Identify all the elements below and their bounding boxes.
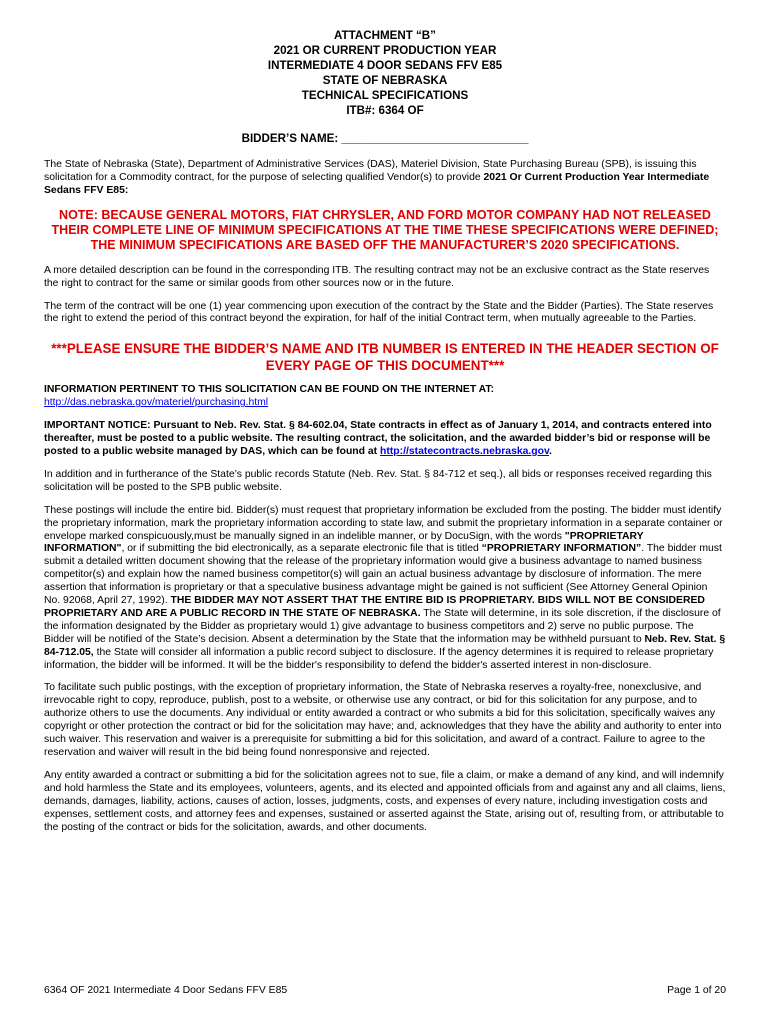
indemnify-paragraph: Any entity awarded a contract or submitting a bid for the solicitation agrees not to sue, file a claim, or make a demand of any kind, and will indemnify and hold harmless the State and its employees, volunteers, agents, and its elected and appointed officials from and against any and all claims, liens, demands, damages, liability, actions, causes of action, losses, judgments, costs, and expenses of every nature, including investigation costs and expenses, settlement costs, and attorney fees and expenses, sustained or asserted against the State, arising out of, resulting from, or attributable to the posting of the contract or bids for the solicitation, awards, and other documents. [44, 769, 726, 833]
info-paragraph [44, 384, 726, 410]
purchasing-link[interactable]: http://das.nebraska.gov/materiel/purchasing.html [44, 397, 269, 409]
royalty-paragraph: To facilitate such public postings, with the exception of proprietary information, the State of Nebraska reserves a royalty-free, nonexclusive, and irrevocable right to copy, reproduce, publish, post to a website, or otherwise use any contract, or bid for this solicitation for any purpose, and to authorize others to use the documents. Any individual or entity awarded a contract or who submits a bid for this solicitation, specifically waives any copyright or other protection the contract or bid for the solicitation may have; and, acknowledges that they have the ability and authority to enter into such waiver. This reservation and waiver is a prerequisite for submitting a bid for this solicitation, and award of a contract. Failure to agree to the reservation and waiver will result in the bid being found nonresponsive and rejected. [44, 682, 722, 758]
important-notice: IMPORTANT NOTICE: Pursuant to Neb. Rev. Stat. § 84-602.04, State contracts in effect as of January 1, 2014, and contracts entered into thereafter, must be posted to a public website. The resulting contract, the solicitation, and the awarded bidder’s bid or response will be posted to a public website managed by DAS, which can be found at http://statecontracts.nebraska.gov. [44, 420, 712, 457]
records-paragraph: In addition and in furtherance of the State’s public records Statute (Neb. Rev. Stat. § 84-712 et seq.), all bids or responses received regarding this solicitation will be posted to the SPB public website. [44, 468, 712, 493]
production-year-title: 2021 OR CURRENT PRODUCTION YEAR [273, 44, 497, 57]
page-number: Page 1 of 20 [667, 985, 726, 996]
note-warning: NOTE: BECAUSE GENERAL MOTORS, FIAT CHRYSLER, AND FORD MOTOR COMPANY HAD NOT RELEASED THEIR COMPLETE LINE OF MINIMUM SPECIFICATIONS AT THE TIME THESE SPECIFICATIONS WERE DEFINED; THE MINIMUM SPECIFICATIONS ARE BASED OFF THE MANUFACTURER’S 2020 SPECIFICATIONS. [51, 207, 719, 252]
proprietary-paragraph: These postings will include the entire bid. Bidder(s) must request that proprietary information be excluded from the posting. The bidder must identify the proprietary information, mark the proprietary information according to state law, and submit the proprietary information in a separate container or envelope marked conspicuously,must be manually signed in an indelible manner, or by DocuSign, with the words "PROPRIETARY INFORMATION", or if submitting the bid electronically, as a separate electronic file that is titled “PROPRIETARY INFORMATION”. The bidder must submit a detailed written document showing that the release of the proprietary information would give a business advantage to named business competitor(s) and explain how the named business competitor(s) will gain an actual business advantage by disclosure of information. The mere assertion that information is proprietary or that a speculative business advantage might be gained is not sufficient (See Attorney General Opinion No. 92068, April 27, 1992). THE BIDDER MAY NOT ASSERT THAT THE ENTIRE BID IS PROPRIETARY. BIDS WILL NOT BE CONSIDERED PROPRIETARY AND ARE A PUBLIC RECORD IN THE STATE OF NEBRASKA. The State will determine, in its sole discretion, if the disclosure of the information designated by the Bidder as proprietary would 1) give advantage to business competitors and 2) serve no public purpose. The Bidder will be notified of the State’s decision. Absent a determination by the State that the information may be withheld pursuant to Neb. Rev. Stat. § 84-712.05, the State will consider all information a public record subject to disclosure. If the agency determines it is required to release proprietary information, the bidder will be informed. It will be the bidder's responsibility to defend the bidder's asserted interest in non-disclosure. [44, 504, 726, 671]
page-footer [44, 985, 726, 996]
detail-paragraph: A more detailed description can be found in the corresponding ITB. The resulting contract may not be an exclusive contract as the State reserves the right to contract for the same or similar goods from other sources now or in the future. [44, 264, 710, 289]
state-title: STATE OF NEBRASKA [322, 74, 448, 87]
vehicle-title: INTERMEDIATE 4 DOOR SEDANS FFV E85 [267, 59, 503, 72]
ensure-warning: ***PLEASE ENSURE THE BIDDER’S NAME AND ITB NUMBER IS ENTERED IN THE HEADER SECTION OF EVERY PAGE OF THIS DOCUMENT*** [51, 341, 719, 374]
footer-doc-title: 6364 OF 2021 Intermediate 4 Door Sedans FFV E85 [44, 985, 288, 996]
bidder-name-line: BIDDER’S NAME: _____________________________ [241, 132, 529, 145]
intro-paragraph: The State of Nebraska (State), Department of Administrative Services (DAS), Materiel Division, State Purchasing Bureau (SPB), is issuing this solicitation for a Commodity contract, for the purpose of selecting qualified Vendor(s) to provide 2021 Or Current Production Year Intermediate Sedans FFV E85: [44, 159, 710, 196]
info-heading: INFORMATION PERTINENT TO THIS SOLICITATION CAN BE FOUND ON THE INTERNET AT: [44, 384, 495, 396]
spec-title: TECHNICAL SPECIFICATIONS [301, 89, 469, 102]
itb-number: ITB#: 6364 OF [346, 104, 424, 117]
document-header [44, 28, 726, 118]
attachment-title: ATTACHMENT “B” [334, 29, 436, 42]
term-paragraph: The term of the contract will be one (1) year commencing upon execution of the contract by the State and the Bidder (Parties). The State reserves the right to extend the period of this contract beyond the expiration, for half of the initial Contract term, when mutually agreeable to the Parties. [44, 300, 714, 325]
statecontracts-link[interactable]: http://statecontracts.nebraska.gov [380, 445, 549, 457]
